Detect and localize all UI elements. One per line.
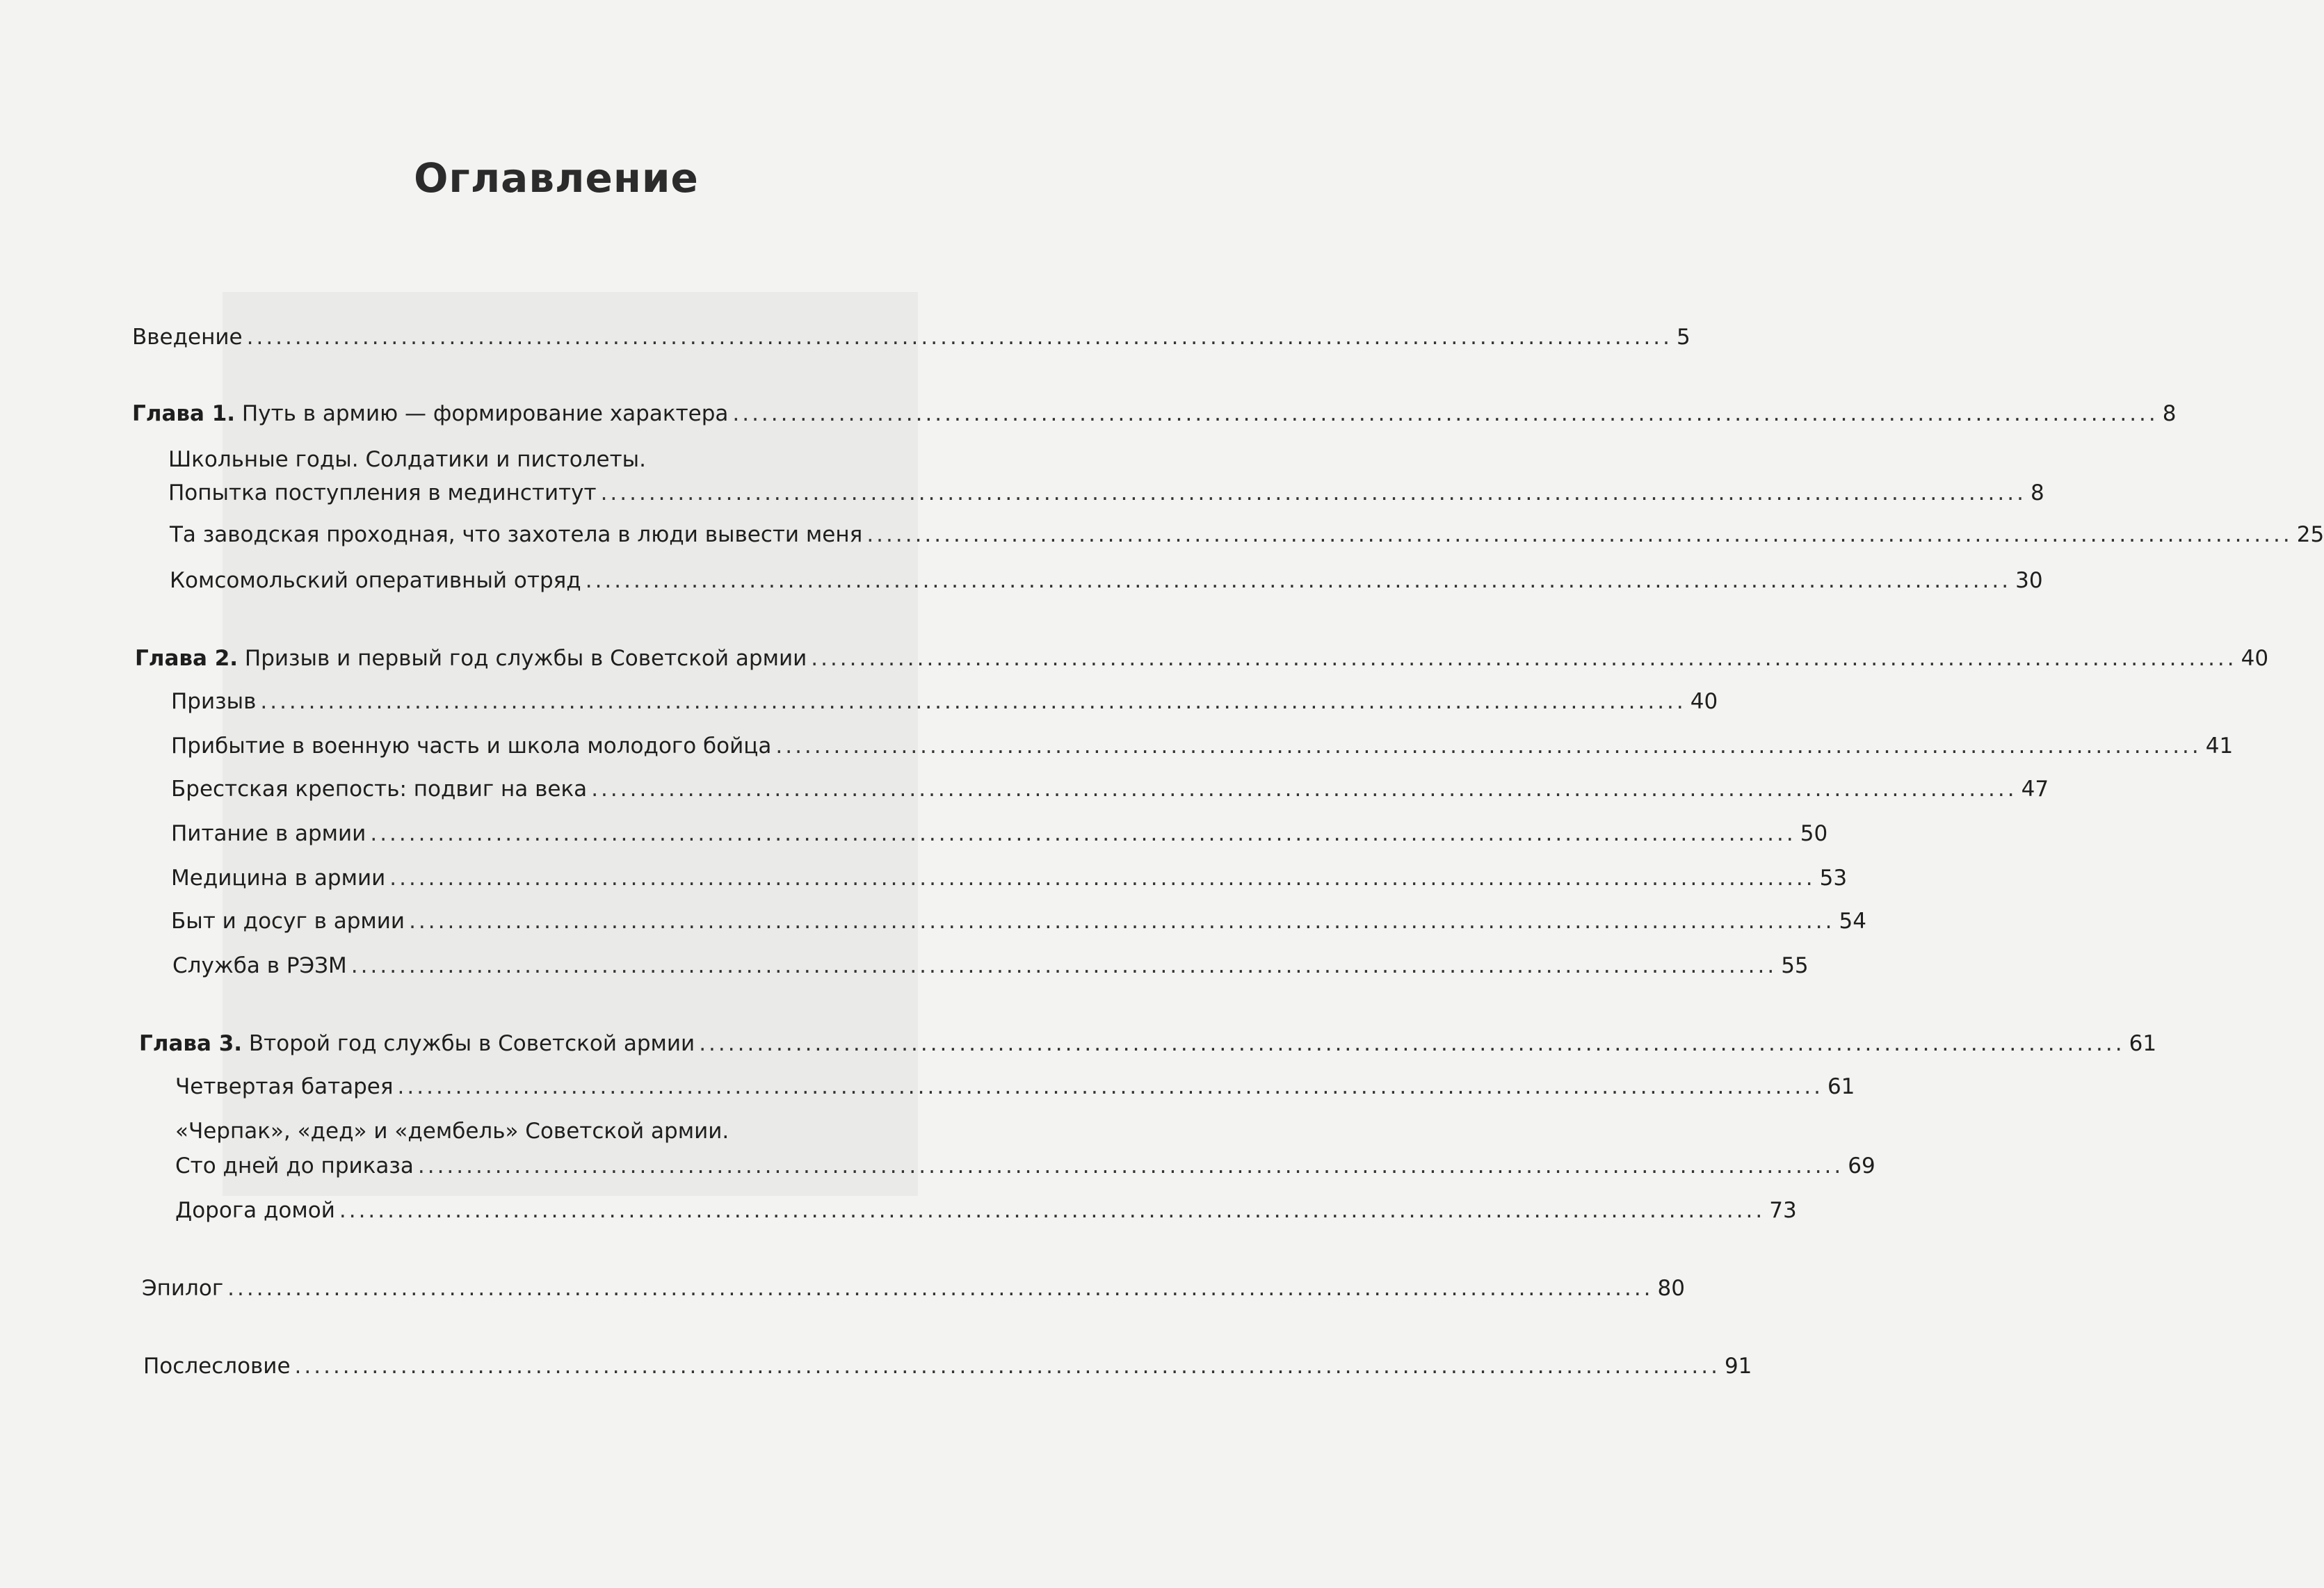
toc-entry-chapter-2	[135, 645, 2269, 672]
toc-entry-rezm	[172, 953, 1809, 979]
toc-entry-label: Комсомольский оперативный отряд	[170, 568, 581, 593]
toc-entry-label: Та заводская проходная, что захотела в люди вывести меня	[170, 522, 863, 547]
toc-entry-page: 73	[1769, 1198, 1797, 1223]
leader-dots: ....................................................................................................................................................	[591, 777, 2017, 802]
leader-dots: ....................................................................................................................................................	[260, 689, 1686, 714]
toc-entry-page: 40	[2241, 646, 2269, 671]
toc-entry-page: 5	[1677, 325, 1690, 350]
toc-entry-hundred-days	[175, 1153, 1875, 1179]
toc-entry-line-1: Школьные годы. Солдатики и пистолеты.	[168, 447, 647, 472]
toc-entry-conscription	[171, 688, 1718, 715]
toc-entry-label: Путь в армию — формирование характера	[235, 401, 729, 426]
toc-entry-page: 61	[2129, 1031, 2157, 1056]
toc-entry-label: Призыв	[171, 689, 257, 714]
toc-entry-arrival	[171, 733, 2234, 759]
toc-entry-label: Введение	[132, 325, 243, 350]
toc-entry-page: 40	[1690, 689, 1718, 714]
leader-dots: ....................................................................................................................................................	[409, 909, 1835, 934]
leader-dots: ....................................................................................................................................................	[732, 401, 2158, 426]
toc-entry-page: 8	[2030, 480, 2044, 505]
toc-entry-epilogue	[142, 1275, 1685, 1302]
leader-dots: ....................................................................................................................................................	[600, 480, 2026, 505]
toc-entry-label: Служба в РЭЗМ	[172, 953, 347, 978]
toc-entry-line-1: «Черпак», «дед» и «дембель» Советской армии.	[175, 1119, 729, 1144]
toc-entry-label: Медицина в армии	[171, 866, 386, 891]
leader-dots: ....................................................................................................................................................	[246, 325, 1673, 350]
toc-entry-label: Эпилог	[142, 1276, 224, 1301]
toc-entry-intro	[132, 324, 1690, 350]
toc-entry-page: 91	[1724, 1354, 1752, 1379]
toc-entry-medicine	[171, 865, 1848, 891]
toc-entry-label: Четвертая батарея	[175, 1074, 394, 1099]
leader-dots: ....................................................................................................................................................	[699, 1031, 2125, 1056]
toc-entry-label: Призыв и первый год службы в Советской армии	[238, 646, 807, 671]
toc-entry-page: 47	[2021, 777, 2049, 802]
toc-entry-factory	[170, 521, 2324, 548]
toc-entry-page: 69	[1848, 1153, 1875, 1178]
leader-dots: ....................................................................................................................................................	[397, 1074, 1823, 1099]
chapter-number: Глава 3.	[139, 1031, 243, 1056]
toc-entry-label: Сто дней до приказа	[175, 1153, 414, 1178]
toc-entry-page: 55	[1781, 953, 1809, 978]
toc-entry-page: 54	[1839, 909, 1866, 934]
toc-entry-page: 8	[2162, 401, 2177, 426]
leader-dots: ....................................................................................................................................................	[585, 568, 2012, 593]
toc-entry-page: 61	[1827, 1074, 1855, 1099]
leader-dots: ....................................................................................................................................................	[370, 821, 1796, 846]
leader-dots: ....................................................................................................................................................	[417, 1153, 1844, 1178]
page-title: Оглавление	[414, 154, 699, 202]
toc-entry-label: Брестская крепость: подвиг на века	[171, 777, 588, 802]
chapter-number: Глава 2.	[135, 646, 239, 671]
toc-entry-chapter-3	[139, 1030, 2157, 1057]
toc-entry-fourth-battery	[175, 1073, 1855, 1100]
toc-entry-label: Питание в армии	[171, 821, 366, 846]
toc-entry-label: Дорога домой	[175, 1198, 335, 1223]
toc-entry-leisure	[171, 908, 1866, 934]
toc-entry-page: 41	[2205, 734, 2234, 759]
toc-entry-page: 80	[1657, 1276, 1685, 1301]
leader-dots: ....................................................................................................................................................	[339, 1198, 1766, 1223]
toc-entry-medical-institute	[168, 480, 2044, 506]
toc-entry-page: 50	[1800, 821, 1828, 846]
toc-entry-brest	[171, 776, 2049, 802]
toc-entry-label: Прибытие в военную часть и школа молодого бойца	[171, 734, 772, 759]
toc-entry-road-home	[175, 1197, 1797, 1224]
toc-entry-label: Попытка поступления в мединститут	[168, 480, 597, 505]
leader-dots: ....................................................................................................................................................	[227, 1276, 1654, 1301]
toc-entry-page: 53	[1819, 866, 1848, 891]
leader-dots: ....................................................................................................................................................	[389, 866, 1816, 891]
toc-entry-page: 30	[2015, 568, 2043, 593]
leader-dots: ....................................................................................................................................................	[775, 734, 2202, 759]
toc-entry-food	[171, 820, 1828, 847]
chapter-number: Глава 1.	[132, 401, 236, 426]
toc-entry-page: 25	[2296, 522, 2324, 547]
toc-entry-label: Второй год службы в Советской армии	[242, 1031, 695, 1056]
toc-entry-label: Быт и досуг в армии	[171, 909, 405, 934]
leader-dots: ....................................................................................................................................................	[294, 1354, 1720, 1379]
toc-entry-label: Послесловие	[143, 1354, 291, 1379]
toc-entry-chapter-1	[132, 400, 2177, 427]
leader-dots: ....................................................................................................................................................	[811, 646, 2237, 671]
leader-dots: ....................................................................................................................................................	[866, 522, 2293, 547]
leader-dots: ....................................................................................................................................................	[350, 953, 1777, 978]
toc-entry-afterword	[143, 1353, 1752, 1379]
toc-entry-komsomol	[170, 567, 2043, 594]
